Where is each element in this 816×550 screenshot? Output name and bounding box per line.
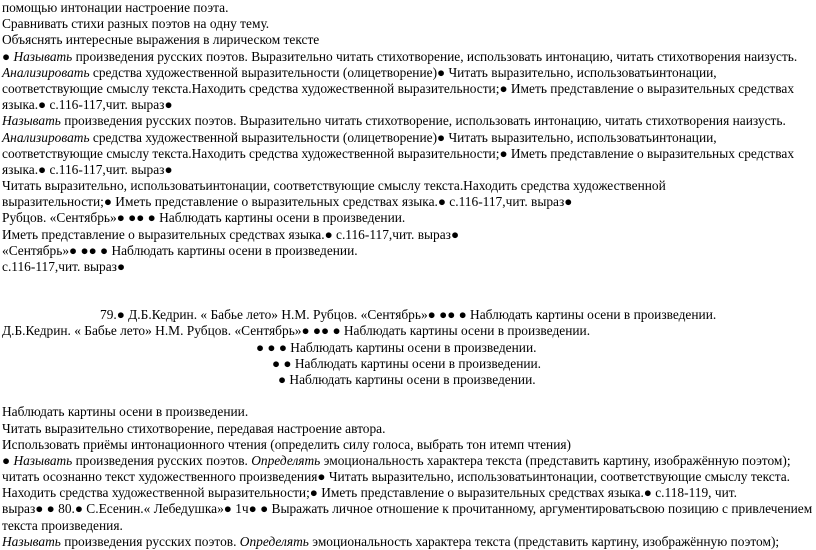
text-line: Называть произведения русских поэтов. Определять эмоциональность характера текста (представить картину, изображённую поэтом); bbox=[2, 533, 780, 549]
text-line: Читать выразительно стихотворение, передавая настроение автора. bbox=[2, 420, 386, 436]
text-line: ● Называть произведения русских поэтов. Выразительно читать стихотворение, использовать интонацию, читать стихотворения наизусть. bbox=[2, 48, 798, 64]
text-line: Сравнивать стихи разных поэтов на одну тему. bbox=[2, 16, 270, 32]
text-line: Использовать приёмы интонационного чтения (определить силу голоса, выбрать тон итемп чтения) bbox=[2, 436, 571, 452]
text-line: соответствующие смыслу текста.Находить средства художественной выразительности;● Иметь представление о выразительных средствах bbox=[2, 145, 795, 161]
text-line: помощью интонации настроение поэта. bbox=[2, 0, 229, 15]
text-line: текста произведения. bbox=[2, 517, 123, 533]
text-line: ● ● Наблюдать картины осени в произведении. bbox=[272, 355, 542, 371]
text-line: языка.● с.116-117,чит. выраз● bbox=[2, 161, 173, 177]
text-line: Находить средства художественной выразительности;● Иметь представление о выразительных средствах языка.● с.118-119, чит. bbox=[2, 485, 737, 501]
text-line: Наблюдать картины осени в произведении. bbox=[2, 404, 249, 420]
text-line: «Сентябрь»● ●● ● Наблюдать картины осени в произведении. bbox=[2, 242, 358, 258]
text-line: 79.● Д.Б.Кедрин. « Бабье лето» Н.М. Рубцов. «Сентябрь»● ●● ● Наблюдать картины осени в произведении. bbox=[100, 307, 717, 323]
text-line: Рубцов. «Сентябрь»● ●● ● Наблюдать картины осени в произведении. bbox=[2, 210, 406, 226]
text-line: соответствующие смыслу текста.Находить средства художественной выразительности;● Иметь представление о выразительных средствах bbox=[2, 80, 795, 96]
text-line: ● Наблюдать картины осени в произведении. bbox=[278, 371, 536, 387]
spacer bbox=[2, 275, 814, 307]
text-line: Называть произведения русских поэтов. Выразительно читать стихотворение, использовать интонацию, читать стихотворения наизусть. bbox=[2, 113, 786, 129]
text-line: Иметь представление о выразительных средствах языка.● с.116-117,чит. выраз● bbox=[2, 226, 460, 242]
text-line: языка.● с.116-117,чит. выраз● bbox=[2, 97, 173, 113]
text-line: выраз● ● 80.● С.Есенин.« Лебедушка»● 1ч● ● Выражать личное отношение к прочитанному, аргументироватьсвою позицию с привлечением bbox=[2, 501, 813, 517]
text-line: ● ● ● Наблюдать картины осени в произведении. bbox=[256, 339, 537, 355]
blank-line bbox=[2, 388, 814, 404]
text-line: Анализировать средства художественной выразительности (олицетворение)● Читать выразительно, использоватьинтонации, bbox=[2, 64, 717, 80]
text-line: ● Называть произведения русских поэтов. Определять эмоциональность характера текста (представить картину, изображённую поэтом); bbox=[2, 452, 791, 468]
text-line: выразительности;● Иметь представление о выразительных средствах языка.● с.116-117,чит. выраз● bbox=[2, 194, 573, 210]
text-line: с.116-117,чит. выраз● bbox=[2, 259, 126, 274]
text-line: Д.Б.Кедрин. « Бабье лето» Н.М. Рубцов. «Сентябрь»● ●● ● Наблюдать картины осени в произведении. bbox=[2, 323, 591, 339]
document-body bbox=[2, 0, 814, 550]
text-line: читать осознанно текст художественного произведения● Читать выразительно, использоватьинтонации, соответствующие смыслу текста. bbox=[2, 469, 791, 485]
text-line: Анализировать средства художественной выразительности (олицетворение)● Читать выразительно, использоватьинтонации, bbox=[2, 129, 717, 145]
text-line: Объяснять интересные выражения в лирическом тексте bbox=[2, 32, 320, 48]
text-line: Читать выразительно, использоватьинтонации, соответствующие смыслу текста.Находить средства художественной bbox=[2, 178, 666, 194]
